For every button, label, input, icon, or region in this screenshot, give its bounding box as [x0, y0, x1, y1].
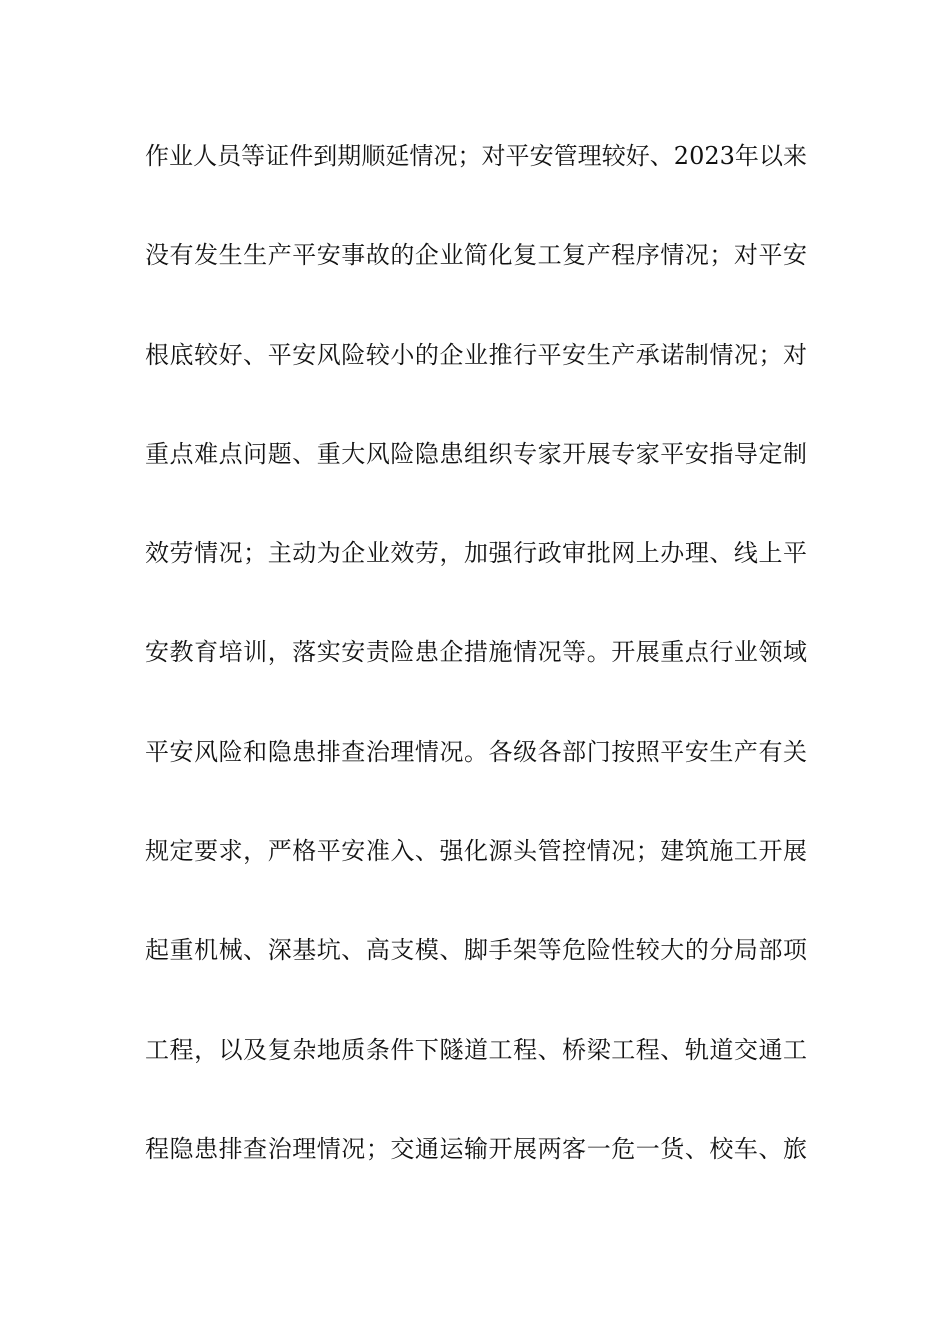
text-line: 平安风险和隐患排查治理情况。各级各部门按照平安生产有关: [145, 737, 807, 766]
text-line: 安教育培训，落实安责险患企措施情况等。开展重点行业领域: [145, 638, 807, 667]
text-line: 根底较好、平安风险较小的企业推行平安生产承诺制情况；对: [145, 340, 807, 369]
text-line: 程隐患排查治理情况；交通运输开展两客一危一货、校车、旅: [145, 1134, 807, 1163]
text-line: 重点难点问题、重大风险隐患组织专家开展专家平安指导定制: [145, 439, 807, 468]
text-line: 起重机械、深基坑、高支模、脚手架等危险性较大的分局部项: [145, 936, 807, 965]
text-line: 工程，以及复杂地质条件下隧道工程、桥梁工程、轨道交通工: [145, 1035, 807, 1064]
text-line: 规定要求，严格平安准入、强化源头管控情况；建筑施工开展: [145, 837, 807, 866]
body-text: [145, 129, 807, 1221]
text-line: 没有发生生产平安事故的企业简化复工复产程序情况；对平安: [145, 241, 807, 270]
text-line: 作业人员等证件到期顺延情况；对平安管理较好、2023年以来: [145, 142, 807, 170]
text-line: 效劳情况；主动为企业效劳，加强行政审批网上办理、线上平: [145, 539, 807, 568]
